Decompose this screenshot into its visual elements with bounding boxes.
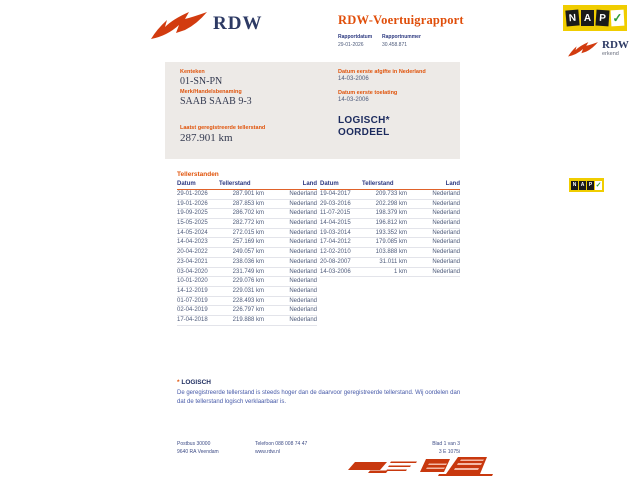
row-tellerstand: 238.036 km xyxy=(232,258,264,265)
table-row xyxy=(320,248,460,258)
row-datum: 01-07-2019 xyxy=(177,297,208,304)
oordeel-line2: OORDEEL xyxy=(338,127,390,138)
row-datum: 02-04-2019 xyxy=(177,307,208,314)
table-row xyxy=(177,306,317,316)
col-tellerstand: Tellerstand xyxy=(219,181,251,187)
row-tellerstand: 257.169 km xyxy=(232,239,264,246)
table-row xyxy=(177,316,317,326)
row-land: Nederland xyxy=(432,210,460,217)
row-tellerstand: 229.076 km xyxy=(232,278,264,285)
row-land: Nederland xyxy=(289,297,317,304)
row-tellerstand: 1 km xyxy=(393,268,407,275)
table-row xyxy=(177,219,317,229)
table-row xyxy=(177,200,317,210)
col-datum: Datum xyxy=(320,181,339,187)
row-land: Nederland xyxy=(289,229,317,236)
table-row xyxy=(320,238,460,248)
row-land: Nederland xyxy=(289,249,317,256)
row-tellerstand: 193.352 km xyxy=(375,229,407,236)
field-eerste-toelating xyxy=(338,90,397,103)
row-tellerstand: 202.298 km xyxy=(375,200,407,207)
row-tellerstand: 287.853 km xyxy=(232,200,264,207)
row-land: Nederland xyxy=(432,239,460,246)
rdw-logo-text: RDW xyxy=(213,13,263,34)
table-row xyxy=(320,209,460,219)
row-datum: 15-05-2025 xyxy=(177,220,208,227)
row-tellerstand: 179.085 km xyxy=(375,239,407,246)
table-row xyxy=(320,229,460,239)
nap-letter-p: P xyxy=(588,182,593,188)
row-tellerstand: 249.057 km xyxy=(232,249,264,256)
row-tellerstand: 196.812 km xyxy=(375,220,407,227)
table-row xyxy=(177,258,317,268)
nap-letter-n: N xyxy=(572,182,577,188)
row-tellerstand: 272.015 km xyxy=(232,229,264,236)
table-body xyxy=(177,190,317,326)
table-row xyxy=(320,190,460,200)
row-datum: 14-12-2019 xyxy=(177,287,208,294)
report-number-label: Rapportnummer xyxy=(382,34,421,40)
nap-letter-n: N xyxy=(565,9,579,26)
oordeel-line1: LOGISCH* xyxy=(338,115,390,126)
row-tellerstand: 228.493 km xyxy=(232,297,264,304)
footer-website: www.rdw.nl xyxy=(255,449,281,455)
row-land: Nederland xyxy=(432,220,460,227)
row-datum: 19-03-2014 xyxy=(320,229,351,236)
row-datum: 12-02-2010 xyxy=(320,249,351,256)
table-row xyxy=(320,219,460,229)
footer-address xyxy=(177,440,219,456)
row-tellerstand: 209.733 km xyxy=(375,191,407,197)
footer-phone: Telefoon 088 008 74 47 xyxy=(255,441,308,447)
report-date-label: Rapportdatum xyxy=(338,34,373,40)
col-land: Land xyxy=(445,181,460,187)
check-icon: ✓ xyxy=(612,10,623,26)
row-tellerstand: 229.031 km xyxy=(232,287,264,294)
row-tellerstand: 282.772 km xyxy=(232,220,264,227)
field-kenteken xyxy=(180,69,222,87)
rdw-logo-icon xyxy=(148,9,210,41)
row-tellerstand: 226.797 km xyxy=(232,307,264,314)
rdw-erkend-text: RDW xyxy=(602,39,629,51)
kenteken-value: 01-SN-PN xyxy=(180,76,223,87)
table-row xyxy=(320,258,460,268)
rdw-erkend-label: erkend xyxy=(602,51,619,57)
row-land: Nederland xyxy=(289,200,317,207)
field-merk xyxy=(180,89,252,107)
laatste-tellerstand-label: Laatst geregistreerde tellerstand xyxy=(180,125,266,131)
merk-label: Merk/Handelsbenaming xyxy=(180,89,242,95)
row-tellerstand: 287.901 km xyxy=(232,191,264,197)
row-datum: 20-04-2022 xyxy=(177,249,208,256)
rdw-erkend-badge xyxy=(567,38,637,64)
row-datum: 03-04-2020 xyxy=(177,268,208,275)
row-land: Nederland xyxy=(432,258,460,265)
col-land: Land xyxy=(302,181,317,187)
row-land: Nederland xyxy=(289,239,317,246)
footer-page-info xyxy=(360,440,460,456)
row-datum: 17-04-2018 xyxy=(177,316,208,323)
row-land: Nederland xyxy=(289,268,317,275)
tellerstanden-table-right xyxy=(320,181,460,277)
nap-letter-p: P xyxy=(595,10,609,27)
report-number-value: 30.458.871 xyxy=(382,42,408,48)
row-land: Nederland xyxy=(432,229,460,236)
col-tellerstand: Tellerstand xyxy=(362,181,394,187)
row-datum: 11-07-2015 xyxy=(320,210,351,217)
field-laatste-tellerstand xyxy=(180,125,265,144)
footer-contact xyxy=(255,440,307,456)
row-land: Nederland xyxy=(289,278,317,285)
logisch-footnote xyxy=(177,379,469,406)
report-date-value: 29-01-2026 xyxy=(338,42,364,48)
row-land: Nederland xyxy=(289,191,317,197)
row-land: Nederland xyxy=(289,287,317,294)
footer-city: 9640 RA Veendam xyxy=(177,449,219,455)
row-datum: 23-04-2021 xyxy=(177,258,208,265)
row-datum: 14-04-2015 xyxy=(320,220,351,227)
table-row xyxy=(177,297,317,307)
table-body xyxy=(320,190,460,277)
footer-postbus: Postbus 30000 xyxy=(177,441,211,447)
row-tellerstand: 219.888 km xyxy=(232,316,264,323)
report-number xyxy=(382,33,421,49)
row-land: Nederland xyxy=(289,316,317,323)
footnote-asterisk: * xyxy=(177,379,180,386)
check-icon: ✓ xyxy=(595,182,602,189)
row-datum: 19-01-2026 xyxy=(177,200,208,207)
page-title: RDW-Voertuigrapport xyxy=(338,13,464,27)
nap-letter-a: A xyxy=(581,10,594,26)
nap-letter-a: A xyxy=(580,182,585,188)
nap-logo-small xyxy=(569,178,604,192)
table-row xyxy=(177,238,317,248)
row-datum: 14-05-2024 xyxy=(177,229,208,236)
row-datum: 10-01-2020 xyxy=(177,278,208,285)
field-eerste-afgifte xyxy=(338,69,426,82)
laatste-tellerstand-value: 287.901 km xyxy=(180,132,233,144)
table-row xyxy=(177,287,317,297)
row-datum: 29-01-2026 xyxy=(177,191,208,197)
table-row xyxy=(177,268,317,278)
eerste-afgifte-value: 14-03-2006 xyxy=(338,76,369,82)
eerste-afgifte-label: Datum eerste afgifte in Nederland xyxy=(338,69,426,75)
table-header xyxy=(320,181,460,190)
col-datum: Datum xyxy=(177,181,196,187)
kenteken-label: Kenteken xyxy=(180,69,205,75)
table-row xyxy=(320,200,460,210)
row-datum: 19-04-2017 xyxy=(320,191,351,197)
footer-form-code: 3 E 1075i xyxy=(438,449,460,455)
table-header xyxy=(177,181,317,190)
footnote-text: De geregistreerde tellerstand is steeds hoger dan de daarvoor geregistreerde tellerstand. Wij oordelen dan dat de tellerstand logisch verklaarbaar is. xyxy=(177,390,461,405)
row-datum: 17-04-2012 xyxy=(320,239,351,246)
row-tellerstand: 286.702 km xyxy=(232,210,264,217)
row-land: Nederland xyxy=(432,191,460,197)
row-datum: 14-03-2006 xyxy=(320,268,351,275)
row-tellerstand: 103.888 km xyxy=(375,249,407,256)
row-datum: 20-08-2007 xyxy=(320,258,351,265)
nap-logo xyxy=(563,5,627,31)
table-row xyxy=(177,277,317,287)
row-land: Nederland xyxy=(289,258,317,265)
oordeel-text xyxy=(338,115,390,139)
table-row xyxy=(177,209,317,219)
footer-page-number: Blad 1 van 3 xyxy=(432,441,460,447)
row-tellerstand: 31.011 km xyxy=(379,258,407,265)
tellerstanden-table-left xyxy=(177,181,317,326)
table-row xyxy=(177,248,317,258)
row-land: Nederland xyxy=(289,307,317,314)
row-land: Nederland xyxy=(432,200,460,207)
row-datum: 19-09-2025 xyxy=(177,210,208,217)
speed-lines-decoration-icon xyxy=(340,455,500,479)
table-row xyxy=(320,268,460,278)
table-row xyxy=(177,229,317,239)
row-datum: 14-04-2023 xyxy=(177,239,208,246)
merk-value: SAAB SAAB 9-3 xyxy=(180,96,252,107)
row-land: Nederland xyxy=(289,220,317,227)
tellerstanden-title: Tellerstanden xyxy=(177,171,219,178)
row-land: Nederland xyxy=(432,249,460,256)
row-tellerstand: 198.379 km xyxy=(375,210,407,217)
report-date xyxy=(338,33,372,49)
eerste-toelating-label: Datum eerste toelating xyxy=(338,90,398,96)
rdw-erkend-logo-icon xyxy=(567,40,599,58)
row-datum: 29-03-2016 xyxy=(320,200,351,207)
footnote-title-text: LOGISCH xyxy=(181,379,211,386)
footnote-title xyxy=(177,379,469,386)
row-tellerstand: 231.749 km xyxy=(232,268,264,275)
table-row xyxy=(177,190,317,200)
row-land: Nederland xyxy=(432,268,460,275)
eerste-toelating-value: 14-03-2006 xyxy=(338,97,369,103)
row-land: Nederland xyxy=(289,210,317,217)
